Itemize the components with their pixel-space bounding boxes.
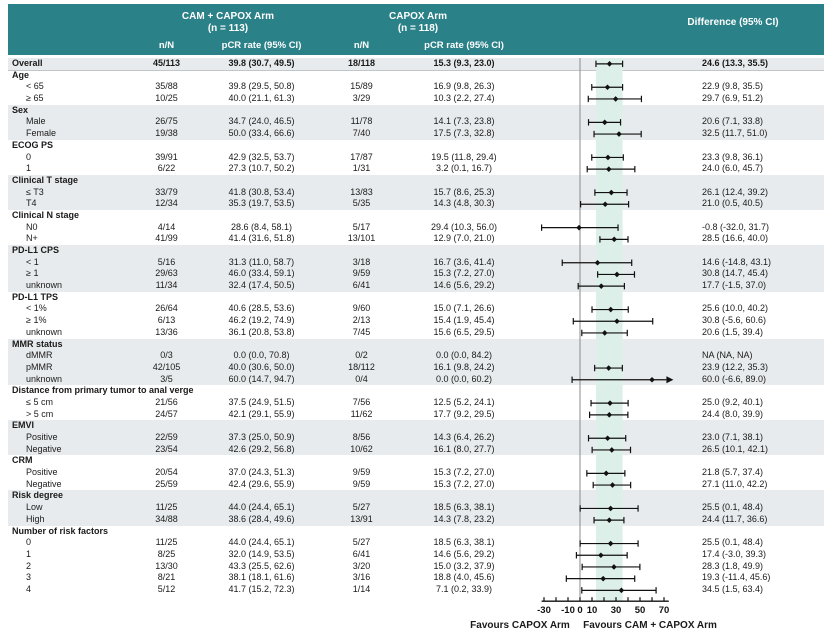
- arm1-nN: 0/3: [160, 350, 173, 361]
- difference-value: 26.5 (10.1, 42.1): [702, 443, 769, 454]
- arm1-nN: 8/25: [157, 548, 176, 559]
- table-row: [8, 187, 824, 199]
- difference-value: 20.6 (1.5, 39.4): [702, 326, 764, 337]
- subgroup-table: [8, 58, 824, 596]
- subgroup-label: 3: [26, 572, 32, 583]
- table-row: [8, 467, 824, 479]
- arm1-pcr-rate: 46.2 (19.2, 74.9): [228, 315, 295, 326]
- subgroup-label: 1: [26, 548, 32, 559]
- subgroup-label: N0: [26, 221, 38, 232]
- arm1-pcr-rate: 32.4 (17.4, 50.5): [228, 280, 295, 291]
- subgroup-label: Age: [12, 69, 30, 80]
- group-header-row: [8, 526, 824, 538]
- arm1-nN: 20/54: [155, 467, 178, 478]
- subgroup-label: ≥ 1: [26, 268, 39, 279]
- table-row: [8, 128, 824, 140]
- table-row: [8, 362, 824, 374]
- col-header-nN-arm2: n/N: [353, 40, 370, 51]
- arm2-pcr-rate: 14.3 (7.8, 23.2): [433, 513, 495, 524]
- table-row: [8, 537, 824, 549]
- arm2-nN: 7/45: [352, 326, 371, 337]
- table-row: [8, 444, 824, 456]
- difference-value: 60.0 (-6.6, 89.0): [702, 373, 767, 384]
- arm1-nN: 3/5: [160, 373, 173, 384]
- table-row: [8, 502, 824, 514]
- axis-tick-label: 10: [586, 605, 598, 617]
- subgroup-label: pMMR: [26, 361, 53, 372]
- arm1-pcr-rate: 46.0 (33.4, 59.1): [228, 268, 295, 279]
- subgroup-label: Overall: [12, 58, 43, 68]
- subgroup-label: Low: [26, 502, 43, 513]
- arm2-nN: 9/59: [352, 268, 371, 279]
- arm1-pcr-rate: 37.3 (25.0, 50.9): [228, 432, 295, 442]
- arm2-nN: 3/18: [352, 256, 371, 267]
- arm1-title: CAM + CAPOX Arm: [181, 11, 275, 22]
- arm1-nN: 39/91: [155, 151, 178, 162]
- arm2-nN: 3/29: [352, 93, 371, 104]
- col-header-rate-arm2: pCR rate (95% CI): [424, 40, 504, 51]
- arm2-pcr-rate: 29.4 (10.3, 56.0): [430, 221, 498, 232]
- arm2-nN: 1/14: [352, 583, 371, 594]
- arm1-nN: 21/56: [155, 396, 178, 407]
- arm1-nN: 25/59: [155, 478, 178, 489]
- arm2-nN: 5/27: [352, 502, 371, 513]
- arm1-pcr-rate: 44.0 (24.4, 65.1): [228, 502, 295, 513]
- subgroup-label: T4: [26, 198, 37, 209]
- arm1-nN: 26/75: [155, 116, 178, 127]
- arm2-nN: 11/78: [350, 116, 373, 127]
- arm2-nN: 5/27: [352, 537, 371, 548]
- arm1-nN: 29/63: [155, 268, 178, 279]
- arm1-pcr-rate: 40.0 (30.6, 50.0): [228, 361, 295, 372]
- difference-value: 14.6 (-14.8, 43.1): [702, 256, 772, 267]
- arm2-nN: 5/17: [352, 221, 371, 232]
- arm1-nN: 6/22: [157, 163, 176, 174]
- group-header-row: [8, 105, 824, 117]
- col-header-rate-arm1: pCR rate (95% CI): [221, 40, 302, 51]
- arm2-pcr-rate: 7.1 (0.2, 33.9): [435, 583, 493, 594]
- axis-tick-label: 70: [658, 605, 670, 617]
- arm2-pcr-rate: 16.7 (3.6, 41.4): [433, 256, 495, 267]
- subgroup-label: EMVI: [12, 420, 35, 431]
- subgroup-label: Sex: [12, 104, 29, 115]
- arm2-nN: 5/35: [352, 198, 371, 209]
- arm1-nN: 26/64: [155, 303, 178, 314]
- arm2-nN: 2/13: [352, 315, 371, 326]
- difference-value: 26.1 (12.4, 39.2): [702, 186, 769, 197]
- arm1-pcr-rate: 38.6 (28.4, 49.6): [228, 513, 295, 524]
- arm1-pcr-rate: 27.3 (10.7, 50.2): [228, 163, 295, 174]
- arm2-pcr-rate: 18.8 (4.0, 45.6): [433, 572, 495, 583]
- arm1-nN: 41/99: [155, 233, 178, 244]
- arm1-pcr-rate: 42.9 (32.5, 53.7): [228, 151, 295, 162]
- group-header-row: [8, 70, 824, 82]
- arm1-nN: 23/54: [155, 443, 178, 454]
- arm1-pcr-rate: 38.1 (18.1, 61.6): [228, 572, 295, 583]
- arm1-pcr-rate: 0.0 (0.0, 70.8): [233, 350, 290, 361]
- arm1-nN: 12/34: [155, 198, 178, 209]
- arm2-pcr-rate: 10.3 (2.2, 27.4): [433, 93, 495, 104]
- arm1-nN: 5/12: [157, 583, 176, 594]
- arm2-pcr-rate: 15.0 (3.2, 37.9): [433, 560, 495, 571]
- arm1-nN: 11/25: [155, 537, 178, 548]
- arm1-nN: 22/59: [155, 432, 178, 442]
- arm2-pcr-rate: 0.0 (0.0, 60.2): [435, 373, 493, 384]
- arm2-nN: 15/89: [350, 81, 373, 92]
- group-header-row: [8, 140, 824, 152]
- subgroup-label: 4: [26, 583, 32, 594]
- table-header: [8, 4, 824, 55]
- subgroup-label: ECOG PS: [12, 139, 54, 150]
- subgroup-label: ≥ 65: [26, 93, 44, 104]
- arm2-pcr-rate: 14.1 (7.3, 23.8): [433, 116, 495, 127]
- subgroup-label: Male: [26, 116, 46, 127]
- group-header-row: [8, 210, 824, 222]
- difference-value: 25.0 (9.2, 40.1): [702, 396, 764, 407]
- arm2-nN: 13/91: [350, 513, 373, 524]
- table-row: [8, 350, 824, 362]
- arm2-nN: 13/101: [347, 233, 376, 244]
- arm2-pcr-rate: 15.3 (7.2, 27.0): [433, 478, 495, 489]
- difference-value: 20.6 (7.1, 33.8): [702, 116, 764, 127]
- arm1-pcr-rate: 37.5 (24.9, 51.5): [228, 396, 295, 407]
- subgroup-label: N+: [26, 233, 38, 244]
- axis-tick-label: 50: [634, 605, 646, 617]
- subgroup-label: < 65: [26, 81, 44, 92]
- subgroup-label: ≤ 5 cm: [26, 396, 53, 407]
- arm2-pcr-rate: 15.6 (6.5, 29.5): [433, 326, 495, 337]
- difference-value: 22.9 (9.8, 35.5): [702, 81, 764, 92]
- arm2-nN: 13/83: [350, 186, 373, 197]
- subgroup-label: 0: [26, 151, 32, 162]
- arm2-n: (n = 118): [397, 23, 439, 34]
- subgroup-label: Negative: [26, 443, 62, 454]
- arm1-nN: 34/88: [155, 513, 178, 524]
- difference-value: 25.5 (0.1, 48.4): [702, 537, 764, 548]
- subgroup-label: Negative: [26, 478, 62, 489]
- arm1-nN: 13/36: [155, 326, 178, 337]
- arm1-pcr-rate: 31.3 (11.0, 58.7): [228, 256, 295, 267]
- subgroup-label: unknown: [26, 373, 63, 384]
- arm1-pcr-rate: 41.8 (30.8, 53.4): [228, 186, 295, 197]
- table-row: [8, 432, 824, 444]
- arm1-nN: 6/13: [157, 315, 176, 326]
- arm2-pcr-rate: 14.6 (5.6, 29.2): [433, 548, 495, 559]
- arm2-pcr-rate: 15.4 (1.9, 45.4): [433, 315, 495, 326]
- arm2-nN: 10/62: [350, 443, 373, 454]
- subgroup-label: Clinical N stage: [12, 209, 80, 220]
- difference-value: 24.4 (11.7, 36.6): [702, 513, 768, 524]
- arm2-header: [338, 11, 498, 35]
- arm2-pcr-rate: 17.5 (7.3, 32.8): [433, 128, 495, 139]
- arm2-pcr-rate: 18.5 (6.3, 38.1): [433, 502, 495, 513]
- arm2-pcr-rate: 14.6 (5.6, 29.2): [433, 280, 495, 291]
- table-row: [8, 409, 824, 421]
- arm1-nN: 11/25: [155, 502, 178, 513]
- axis-tick-label: 30: [610, 605, 622, 617]
- arm1-pcr-rate: 50.0 (33.4, 66.6): [228, 128, 295, 139]
- group-header-row: [8, 385, 824, 397]
- arm1-nN: 33/79: [155, 186, 178, 197]
- arm1-nN: 45/113: [152, 58, 181, 68]
- arm1-pcr-rate: 41.4 (31.6, 51.8): [228, 233, 295, 244]
- table-row: [8, 327, 824, 339]
- difference-value: 28.5 (16.6, 40.0): [702, 233, 769, 244]
- difference-value: 25.6 (10.0, 40.2): [702, 303, 769, 314]
- difference-value: 30.8 (-5.6, 60.6): [702, 315, 767, 326]
- arm1-nN: 10/25: [155, 93, 178, 104]
- subgroup-label: ≥ 1%: [26, 315, 47, 326]
- table-row: [8, 81, 824, 93]
- subgroup-label: unknown: [26, 326, 63, 337]
- subgroup-label: unknown: [26, 280, 63, 291]
- difference-value: 24.0 (6.0, 45.7): [702, 163, 764, 174]
- table-row: [8, 479, 824, 491]
- difference-value: 19.3 (-11.4, 45.6): [702, 572, 771, 583]
- axis-tick-label: -30: [537, 605, 551, 617]
- arm2-nN: 9/59: [352, 478, 371, 489]
- arm2-pcr-rate: 15.3 (7.2, 27.0): [433, 467, 495, 478]
- arm2-nN: 6/41: [352, 280, 371, 291]
- arm2-title: CAPOX Arm: [389, 11, 447, 22]
- arm2-nN: 0/4: [355, 373, 368, 384]
- difference-value: 21.8 (5.7, 37.4): [702, 467, 764, 478]
- difference-value: NA (NA, NA): [702, 350, 753, 361]
- favours-capox-label: Favours CAPOX Arm: [470, 620, 570, 631]
- arm2-pcr-rate: 15.3 (9.3, 23.0): [433, 58, 495, 68]
- subgroup-label: ≤ T3: [26, 186, 44, 197]
- axis-tick-label: 0: [577, 605, 583, 617]
- table-row: [8, 549, 824, 561]
- arm2-nN: 17/87: [350, 151, 373, 162]
- arm2-nN: 9/60: [352, 303, 371, 314]
- difference-value: 34.5 (1.5, 63.4): [702, 583, 764, 594]
- arm1-pcr-rate: 42.6 (29.2, 56.8): [228, 443, 295, 454]
- table-row: [8, 280, 824, 292]
- subgroup-label: > 5 cm: [26, 408, 54, 419]
- difference-value: 32.5 (11.7, 51.0): [702, 128, 768, 139]
- subgroup-label: dMMR: [26, 350, 53, 361]
- subgroup-label: Positive: [26, 432, 58, 442]
- group-header-row: [8, 292, 824, 304]
- table-row: [8, 268, 824, 280]
- subgroup-label: 2: [26, 560, 32, 571]
- difference-value: 23.9 (12.2, 35.3): [702, 361, 769, 372]
- arm1-pcr-rate: 42.1 (29.1, 55.9): [228, 408, 295, 419]
- arm1-pcr-rate: 35.3 (19.7, 53.5): [228, 198, 295, 209]
- arm1-pcr-rate: 44.0 (24.4, 65.1): [228, 537, 295, 548]
- arm2-pcr-rate: 15.0 (7.1, 26.6): [433, 303, 495, 314]
- arm1-nN: 11/34: [155, 280, 178, 291]
- subgroup-label: Positive: [26, 467, 58, 478]
- arm2-pcr-rate: 16.1 (8.0, 27.7): [433, 443, 495, 454]
- difference-value: -0.8 (-32.0, 31.7): [702, 221, 770, 232]
- arm2-pcr-rate: 0.0 (0.0, 84.2): [435, 350, 493, 361]
- table-row: [8, 303, 824, 315]
- difference-value: 25.5 (0.1, 48.4): [702, 502, 764, 513]
- arm2-pcr-rate: 15.7 (8.6, 25.3): [433, 186, 495, 197]
- arm2-pcr-rate: 3.2 (0.1, 16.7): [435, 163, 493, 174]
- arm1-pcr-rate: 41.7 (15.2, 72.3): [228, 583, 295, 594]
- arm1-pcr-rate: 34.7 (24.0, 46.5): [228, 116, 295, 127]
- table-row: [8, 198, 824, 210]
- subgroup-label: 0: [26, 537, 32, 548]
- table-row: [8, 58, 824, 70]
- arm2-nN: 3/20: [352, 560, 371, 571]
- arm2-nN: 9/59: [352, 467, 371, 478]
- arm2-nN: 8/56: [352, 432, 371, 442]
- subgroup-label: PD-L1 TPS: [12, 291, 59, 302]
- arm2-pcr-rate: 19.5 (11.8, 29.4): [431, 151, 497, 162]
- axis-tick-label: -10: [561, 605, 575, 617]
- table-row: [8, 514, 824, 526]
- subgroup-label: PD-L1 CPS: [12, 245, 60, 255]
- arm1-pcr-rate: 37.0 (24.3, 51.3): [228, 467, 295, 478]
- group-header-row: [8, 339, 824, 351]
- arm1-pcr-rate: 40.6 (28.5, 53.6): [228, 303, 295, 314]
- group-header-row: [8, 245, 824, 257]
- arm2-pcr-rate: 12.5 (5.2, 24.1): [433, 396, 495, 407]
- table-row: [8, 584, 824, 596]
- subgroup-label: Clinical T stage: [12, 174, 79, 185]
- arm1-nN: 35/88: [155, 81, 178, 92]
- subgroup-label: Female: [26, 128, 57, 139]
- table-row: [8, 163, 824, 175]
- group-header-row: [8, 175, 824, 187]
- arm1-header: [113, 11, 343, 35]
- table-row: [8, 315, 824, 327]
- difference-value: 28.3 (1.8, 49.9): [702, 560, 764, 571]
- difference-value: 23.3 (9.8, 36.1): [702, 151, 764, 162]
- arm2-pcr-rate: 16.9 (9.8, 26.3): [433, 81, 495, 92]
- subgroup-label: Risk degree: [12, 490, 64, 501]
- arm2-nN: 7/56: [352, 396, 371, 407]
- arm2-pcr-rate: 12.9 (7.0, 21.0): [433, 233, 495, 244]
- arm2-nN: 11/62: [350, 408, 373, 419]
- difference-value: 24.6 (13.3, 35.5): [702, 58, 769, 68]
- arm2-nN: 18/112: [348, 361, 375, 372]
- arm2-nN: 7/40: [352, 128, 371, 139]
- arm2-nN: 18/118: [347, 58, 376, 68]
- subgroup-label: < 1%: [26, 303, 47, 314]
- arm2-pcr-rate: 18.5 (6.3, 38.1): [433, 537, 495, 548]
- difference-value: 27.1 (11.0, 42.2): [702, 478, 768, 489]
- difference-value: 17.7 (-1.5, 37.0): [702, 280, 767, 291]
- col-header-nN-arm1: n/N: [158, 40, 175, 51]
- subgroup-label: MMR status: [12, 338, 63, 349]
- arm2-nN: 6/41: [352, 548, 371, 559]
- arm1-pcr-rate: 36.1 (20.8, 53.8): [228, 326, 295, 337]
- table-row: [8, 233, 824, 245]
- arm1-pcr-rate: 60.0 (14.7, 94.7): [228, 373, 295, 384]
- subgroup-label: Number of risk factors: [12, 525, 109, 536]
- group-header-row: [8, 420, 824, 432]
- group-header-row: [8, 455, 824, 467]
- table-row: [8, 93, 824, 105]
- arm1-pcr-rate: 40.0 (21.1, 61.3): [228, 93, 295, 104]
- table-row: [8, 374, 824, 386]
- arm1-pcr-rate: 39.8 (30.7, 49.5): [228, 58, 295, 68]
- arm2-pcr-rate: 14.3 (4.8, 30.3): [433, 198, 495, 209]
- arm1-nN: 42/105: [152, 361, 181, 372]
- arm2-pcr-rate: 14.3 (6.4, 26.2): [433, 432, 495, 442]
- arm1-nN: 19/38: [155, 128, 178, 139]
- table-row: [8, 257, 824, 269]
- difference-value: 17.4 (-3.0, 39.3): [702, 548, 767, 559]
- arm1-pcr-rate: 39.8 (29.5, 50.8): [228, 81, 295, 92]
- arm1-nN: 13/30: [155, 560, 178, 571]
- arm1-pcr-rate: 32.0 (14.9, 53.5): [228, 548, 295, 559]
- arm1-pcr-rate: 28.6 (8.4, 58.1): [230, 221, 293, 232]
- difference-column-header: Difference (95% CI): [687, 17, 779, 28]
- subgroup-label: Distance from primary tumor to anal verge: [12, 385, 194, 396]
- favours-cam-capox-label: Favours CAM + CAPOX Arm: [583, 620, 717, 631]
- subgroup-label: 1: [26, 163, 32, 174]
- difference-value: 21.0 (0.5, 40.5): [702, 198, 764, 209]
- table-row: [8, 116, 824, 128]
- subgroup-label: < 1: [26, 256, 39, 267]
- arm1-nN: 4/14: [157, 221, 176, 232]
- arm1-n: (n = 113): [207, 23, 249, 34]
- arm2-pcr-rate: 16.1 (9.8, 24.2): [433, 361, 495, 372]
- arm1-nN: 5/16: [157, 256, 176, 267]
- table-row: [8, 561, 824, 573]
- table-row: [8, 152, 824, 164]
- difference-value: 24.4 (8.0, 39.9): [702, 408, 764, 419]
- arm1-pcr-rate: 43.3 (25.5, 62.6): [228, 560, 295, 571]
- difference-value: 30.8 (14.7, 45.4): [702, 268, 769, 279]
- arm2-nN: 1/31: [352, 163, 371, 174]
- table-row: [8, 572, 824, 584]
- arm2-nN: 0/2: [355, 350, 368, 361]
- subgroup-label: CRM: [12, 455, 33, 466]
- arm2-pcr-rate: 15.3 (7.2, 27.0): [433, 268, 495, 279]
- arm2-nN: 3/16: [352, 572, 371, 583]
- arm1-pcr-rate: 42.4 (29.6, 55.9): [228, 478, 295, 489]
- difference-value: 23.0 (7.1, 38.1): [702, 432, 764, 442]
- difference-value: 29.7 (6.9, 51.2): [702, 93, 764, 104]
- arm1-nN: 8/21: [157, 572, 176, 583]
- subgroup-label: High: [26, 513, 45, 524]
- arm2-pcr-rate: 17.7 (9.2, 29.5): [433, 408, 495, 419]
- arm1-nN: 24/57: [155, 408, 178, 419]
- table-row: [8, 397, 824, 409]
- group-header-row: [8, 490, 824, 502]
- table-row: [8, 222, 824, 234]
